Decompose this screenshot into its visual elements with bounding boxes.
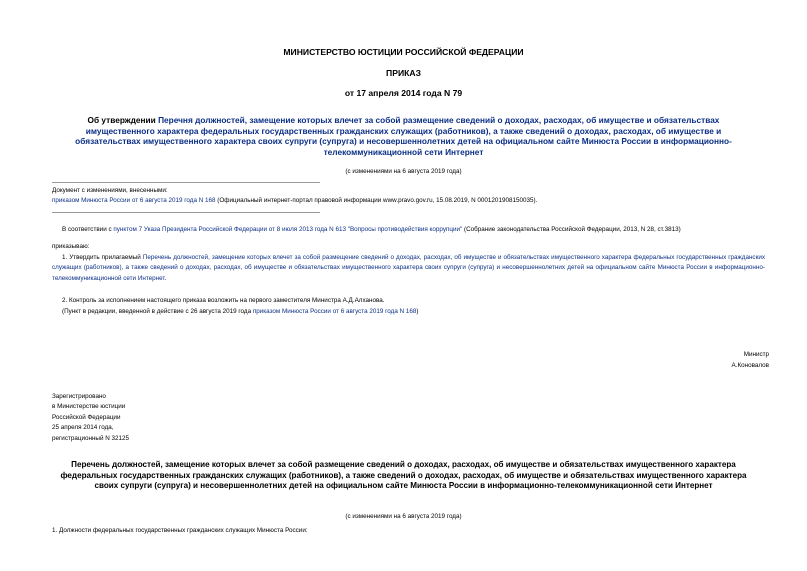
annex-item-1: 1. Должности федеральных государственных гражданских служащих Минюста России: — [52, 527, 308, 534]
changes-source: (Официальный интернет-портал правовой информации www.pravo.gov.ru, 15.08.2019, N 0001201908150035). — [215, 197, 538, 204]
annex-title: Перечень должностей, замещение которых влечет за собой размещение сведений о доходах, расходах, об имуществе и обязательствах имущественного характера федеральных государственных гражданских служащих (работников), а также сведений о доходах, расходах, об имуществе и обязательствах имущественного характера своих супруги (супруга) и несовершеннолетних детей на официальном сайте Минюста России в информационно-телекоммуникационной сети Интернет — [60, 460, 747, 491]
preamble-source: (Собрание законодательства Российской Федерации, 2013, N 28, ст.3813) — [462, 226, 681, 233]
item2-note-end: ) — [416, 308, 419, 315]
order-item-2: 2. Контроль за исполнением настоящего приказа возложить на первого заместителя Министра А.Д.Алханова. — [62, 297, 385, 304]
changes-line — [52, 196, 762, 207]
registration-line: регистрационный N 32125 — [52, 434, 130, 442]
preamble — [62, 225, 782, 236]
annex-amendment-note: (с изменениями на 6 августа 2019 года) — [345, 513, 462, 520]
preamble-text: В соответствии с — [62, 226, 114, 233]
signature-name: А.Коновалов — [731, 362, 769, 369]
registration-line: 25 апреля 2014 года, — [52, 424, 114, 432]
item1-text: 1. Утвердить прилагаемый — [62, 254, 143, 261]
document-title — [52, 115, 755, 157]
item2-note — [62, 307, 419, 318]
date-number-heading: от 17 апреля 2014 года N 79 — [344, 88, 463, 98]
title-prefix: Об утверждении — [87, 115, 159, 125]
registration-line: Зарегистрировано — [52, 393, 106, 400]
doc-type-heading: ПРИКАЗ — [386, 68, 421, 78]
item2-note-text: (Пункт в редакции, введенной в действие с 26 августа 2019 года — [62, 308, 253, 315]
preamble-link[interactable]: пунктом 7 Указа Президента Российской Федерации от 8 июля 2013 года N 613 "Вопросы противодействия коррупции" — [113, 226, 463, 233]
order-item-1 — [52, 253, 765, 284]
registration-line: в Министерстве юстиции — [52, 403, 126, 411]
order-word: приказываю: — [52, 243, 90, 250]
changes-label: Документ с изменениями, внесенными: — [52, 187, 168, 194]
divider-bottom — [52, 212, 320, 213]
title-amendment-note: (с изменениями на 6 августа 2019 года) — [345, 168, 462, 175]
registration-block — [52, 392, 129, 444]
changes-link[interactable]: приказом Минюста России от 6 августа 2019 года N 168 — [52, 197, 216, 204]
title-link[interactable]: Перечня должностей, замещение которых влечет за собой размещение сведений о доходах, расходах, об имуществе и обязательствах имущественного характера федеральных государственных гражданских служащих (работников), а также сведений о доходах, расходах, об имуществе и обязательствах имущественного характера своих супруги (супруга) и несовершеннолетних детей на официальном сайте Минюста России в информационно-телекоммуникационной сети Интернет — [75, 115, 732, 157]
signature-position: Министр — [743, 351, 769, 358]
item2-note-link[interactable]: приказом Минюста России от 6 августа 2019 года N 168 — [252, 308, 417, 315]
divider-top — [52, 182, 320, 183]
ministry-heading: МИНИСТЕРСТВО ЮСТИЦИИ РОССИЙСКОЙ ФЕДЕРАЦИИ — [283, 47, 524, 57]
item1-end: . — [164, 274, 167, 282]
registration-line: Российской Федерации — [52, 413, 121, 421]
item1-link[interactable]: Перечень должностей, замещение которых влечет за собой размещение сведений о доходах, расходах, об имуществе и обязательствах имущественного характера федеральных государственных гражданских служащих (работников), а также сведений о доходах, расходах, об имуществе и обязательствах имущественного характера своих супруги (супруга) и несовершеннолетних детей на официальном сайте Минюста России в информационно-телекоммуникационной сети Интернет — [52, 254, 765, 282]
